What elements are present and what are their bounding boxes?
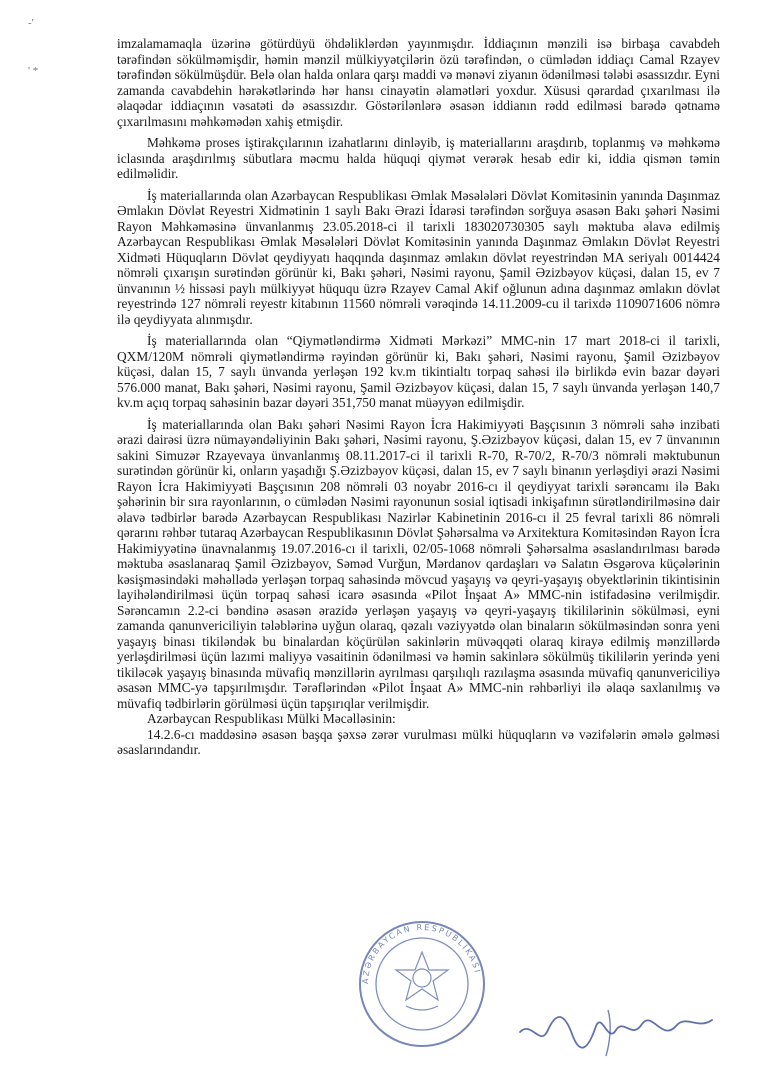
paragraph-executive-authority-letter: İş materiallarında olan Bakı şəhəri Nəsimi Rayon İcra Hakimiyyəti Başçısının 3 nömrəli sahə inzibati ərazi dairəsi üzrə nümayəndəliyinin Bakı şəhəri, Nəsimi rayonu, Ş.Əzizbəyov küçəsi, dalan 15, ev 7 ünvanının sakini Simuzər Rzayevaya ünvanlanmış 08.11.2017-ci il tarixli R-70, R-70/2, R-70/3 nömrəli məktubunun surətindən görünür ki, onların yaşadığı Ş.Əzizbəyov küçəsi, dalan 15, ev 7 saylı binanın yerləşdiyi ərazi Nəsimi Rayon İcra Hakimiyyəti Başçısının 208 nömrəli 03 noyabr 2016-cı il qeydiyyat tarixli sərəncamı ilə Bakı şəhərinin bir sıra rayonlarının, o cümlədən Nəsimi rayonunun sosial iqtisadi inkişafının sürətləndirilməsinə dair əlavə tədbirlər barədə Azərbaycan Respublikası Nazirlər Kabinetinin 2016-cı il 25 fevral tarixli 86 nömrəli qərarını rəhbər tutaraq Azərbaycan Respublikasının Dövlət Şəhərsalma və Arxitektura Komitəsindən Rayon İcra Hakimiyyətinə ünavnalanmış 19.07.2016-cı il tarixli, 02/05-1068 nömrəli Şəhərsalma əsaslandırılması barədə məktuba əsaslanaraq Şamil Əzizbəyov, Səməd Vurğun, Mərdanov qardaşları və Salatın Əsgərova küçələrinin kəsişməsindəki məhəllədə yerləşən torpaq sahəsində mövcud yaşayış və qeyri-yaşayış obyektlərinin tikintisinin layihələndirilməsi üçün torpaq sahəsi icarə əsasında «Pilot İnşaat A» MMC-nin istifadəsinə verilmişdir. Sərəncamın 2.2-ci bəndinə əsasən ərazidə yerləşən yaşayış və qeyri-yaşayış tikililərinin sökülməsi, eyni zamanda qanunvericiliyin tələblərinə uyğun olaraq, qəzalı vəziyyətdə olan binaların sökülməsindən sonra yeni yaşayış binası tikiləndək bu binalardan köçürülən sakinlərin müvəqqəti olaraq kirayə edilmiş mənzillərdə yerləşdirilməsi üçün lazımi maliyyə vəsaitinin ödənilməsi və həmin sakinlərə sökülmüş tikililərin yerində yeni tikiləcək yaşayış binasında müvafiq mənzillərin ayrılması qarşılıqlı razılaşma əsasında müvafiq qanunvericiliyə əsasən MMC-yə tapşırılmışdır. Tərəflərindən «Pilot İnşaat A» MMC-nin rəhbərliyi ilə əlaqə saxlanılmış və müvafiq tədbirlərin görülməsi üçün tapşırıqlar verilmişdir. — [117, 416, 720, 711]
paragraph-civil-code-heading: Azərbaycan Respublikası Mülki Məcəlləsinin: — [147, 711, 396, 726]
paragraph-continuation: imzalamamaqla üzərinə götürdüyü öhdəliklərdən yayınmışdır. İddiaçının mənzili isə birbaşa cavabdeh tərəfindən sökülməmişdir, həmin mənzil mülkiyyətçilərin özü tərəfindən, o cümlədən iddiaçı Camal Rzayev tərəfindən sökülmüşdür. Belə olan halda onlara qarşı maddi və mənəvi ziyanın ödənilməsi tələbi əsassızdır. Eyni zamanda cavabdehin hərəkətlərində hər hansı cinayətin əlamətləri yoxdur. Xüsusi qərardad çıxarılması ilə əlaqədar iddiaçının vəsatəti də əsassızdır. Göstərilənlərə əsasən iddianın rədd edilməsi barədə qətnamə çıxarılmasını məhkəmədən xahiş etmişdir. — [117, 36, 720, 129]
paragraph-registry-extract: İş materiallarında olan Azərbaycan Respublikası Əmlak Məsələləri Dövlət Komitəsinin yanında Daşınmaz Əmlakın Dövlət Reyestri Xidmətinin 1 saylı Bakı Ərazi İdarəsi tərəfindən sorğuya əsasən Bakı şəhəri Nəsimi Rayon Məhkəməsinə ünvanlanmış 23.05.2018-ci il tarixli 183020730305 saylı məktuba əlavə edilmiş Azərbaycan Respublikası Əmlak Məsələləri Dövlət Komitəsinin yanında Daşınmaz Əmlakın Dövlət Reyestri Xidməti Hüquqların Dövlət qeydiyyatı haqqında daşınmaz əmlakın dövlət reyestrindən MA seriyalı 0014424 nömrəli çıxarışın surətindən görünür ki, Bakı şəhəri, Nəsimi rayonu, Şamil Əzizbəyov küçəsi, dalan 15, ev 7 ünvanının ½ hissəsi paylı mülkiyyət hüququ üzrə Rzayev Camal Akif oğlunun adına daşınmaz əmlakın dövlət reyestrində 127 nömrəli reyestr kitabının 11560 nömrəli vərəqində 14.11.2009-cu il tarixdə 1109071606 nömrə ilə qeydiyyata alınmışdır. — [117, 187, 720, 327]
paragraph-civil-code-article: 14.2.6-cı maddəsinə əsasən başqa şəxsə zərər vurulması mülki hüquqların və vəzifələrin əmələ gəlməsi əsaslarındandır. — [117, 726, 720, 757]
official-seal-stamp — [356, 918, 488, 1050]
paragraph-court-assessment: Məhkəmə proses iştirakçılarının izahatlarını dinləyib, iş materiallarını araşdırıb, toplanmış və məhkəmə iclasında araşdırılmış sübutlara məcmu halda hüquqi qiymət verərək hesab edir ki, iddia qismən təmin edilməlidir. — [117, 135, 720, 181]
document-body — [117, 36, 720, 758]
seal-text: AZƏRBAYCAN RESPUBLİKASI — [360, 922, 483, 985]
svg-text:AZƏRBAYCAN RESPUBLİKASI — [361, 923, 482, 984]
margin-mark: ' * — [28, 65, 39, 77]
paragraph-valuation-report: İş materiallarında olan “Qiymətləndirmə Xidməti Mərkəzi” MMC-nin 17 mart 2018-ci il tarixli, QXM/120M nömrəli qiymətləndirmə rəyindən görünür ki, Bakı şəhəri, Nəsimi rayonu, Şamil Əzizbəyov küçəsi, dalan 15, 7 saylı ünvanda yerləşən 192 kv.m tikintialtı torpaq sahəsi ilə birlikdə evin bazar dəyəri 576.000 manat, Bakı şəhəri, Nəsimi rayonu, Şamil Əzizbəyov küçəsi, dalan 15, 7 saylı ünvanda yerləşən 140,7 kv.m açıq torpaq sahəsinin bazar dəyəri 351,750 manat müəyyən edilmişdir. — [117, 333, 720, 410]
margin-marks — [28, 18, 38, 114]
margin-mark: -' — [28, 17, 34, 29]
handwritten-signature — [512, 990, 722, 1060]
